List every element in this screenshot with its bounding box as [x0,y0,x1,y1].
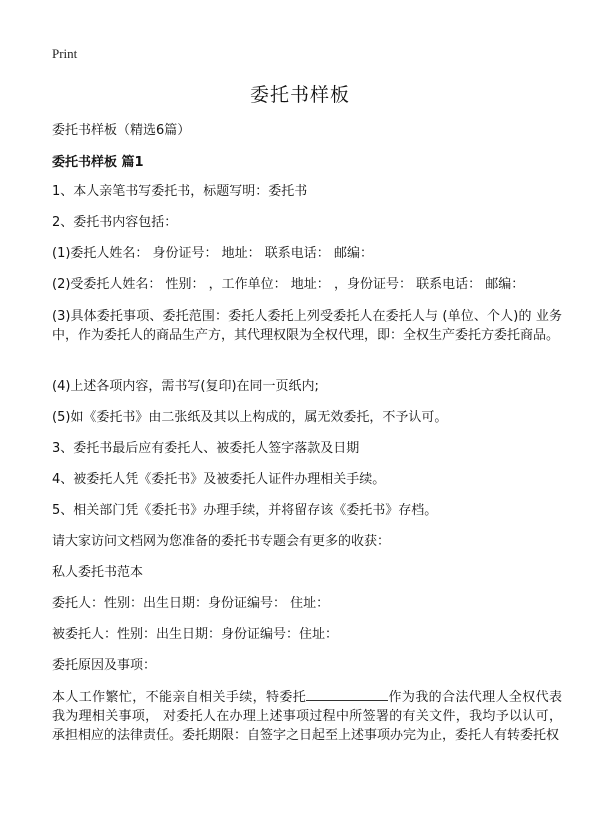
document-title: 委托书样板 [249,84,350,106]
document-subtitle: 委托书样板（精选6篇） [52,123,191,138]
paragraph-line: 委托人：性别：出生日期：身份证编号： 住址： [52,596,330,611]
final-paragraph [52,688,562,745]
paragraph-line: (4)上述各项内容，需书写(复印)在同一页纸内; [52,379,319,394]
paragraph-line: 被委托人：性别：出生日期：身份证编号：住址： [52,627,339,642]
section-heading: 委托书样板 篇1 [52,155,144,170]
paragraph-line: 请大家访问文档网为您准备的委托书专题会有更多的收获： [52,534,391,549]
paragraph-line: (1)委托人姓名： 身份证号： 地址： 联系电话： 邮编： [52,246,373,261]
final-paragraph-rest: 作为我的合法代理人全权代表我为理相关事项， 对委托人在办理上述事项过程中所签署的有关文件，我均予以认可，承担相应的法律责任。委托期限：自签字之日起至上述事项办完为止，委托人有转委托权 [52,690,562,743]
print-label: Print [52,46,78,61]
agent-name-blank [306,688,388,701]
paragraph-block: (3)具体委托事项、委托范围：委托人委托上列受委托人在委托人与 (单位、个人)的 业务中，作为委托人的商品生产方，其代理权限为全权代理，即：全权生产委托方委托商品。 [52,309,562,343]
paragraph-line: 3、委托书最后应有委托人、被委托人签字落款及日期 [52,441,360,456]
paragraph-line: (2)受委托人姓名： 性别： ，工作单位： 地址： ，身份证号： 联系电话： 邮编： [52,277,525,292]
paragraph-line: 委托原因及事项： [52,658,157,673]
paragraph-line: 1、本人亲笔书写委托书，标题写明：委托书 [52,184,308,199]
final-paragraph-start: 本人工作繁忙，不能亲自相关手续，特委托 [52,690,307,705]
paragraph-line: 2、委托书内容包括： [52,215,178,230]
paragraph-line: 私人委托书范本 [52,565,144,580]
paragraph-line: (5)如《委托书》由二张纸及其以上构成的，属无效委托，不予认可。 [52,410,448,425]
paragraph-line: 4、被委托人凭《委托书》及被委托人证件办理相关手续。 [52,472,386,487]
paragraph-line: 5、相关部门凭《委托书》办理手续，并将留存该《委托书》存档。 [52,503,438,518]
